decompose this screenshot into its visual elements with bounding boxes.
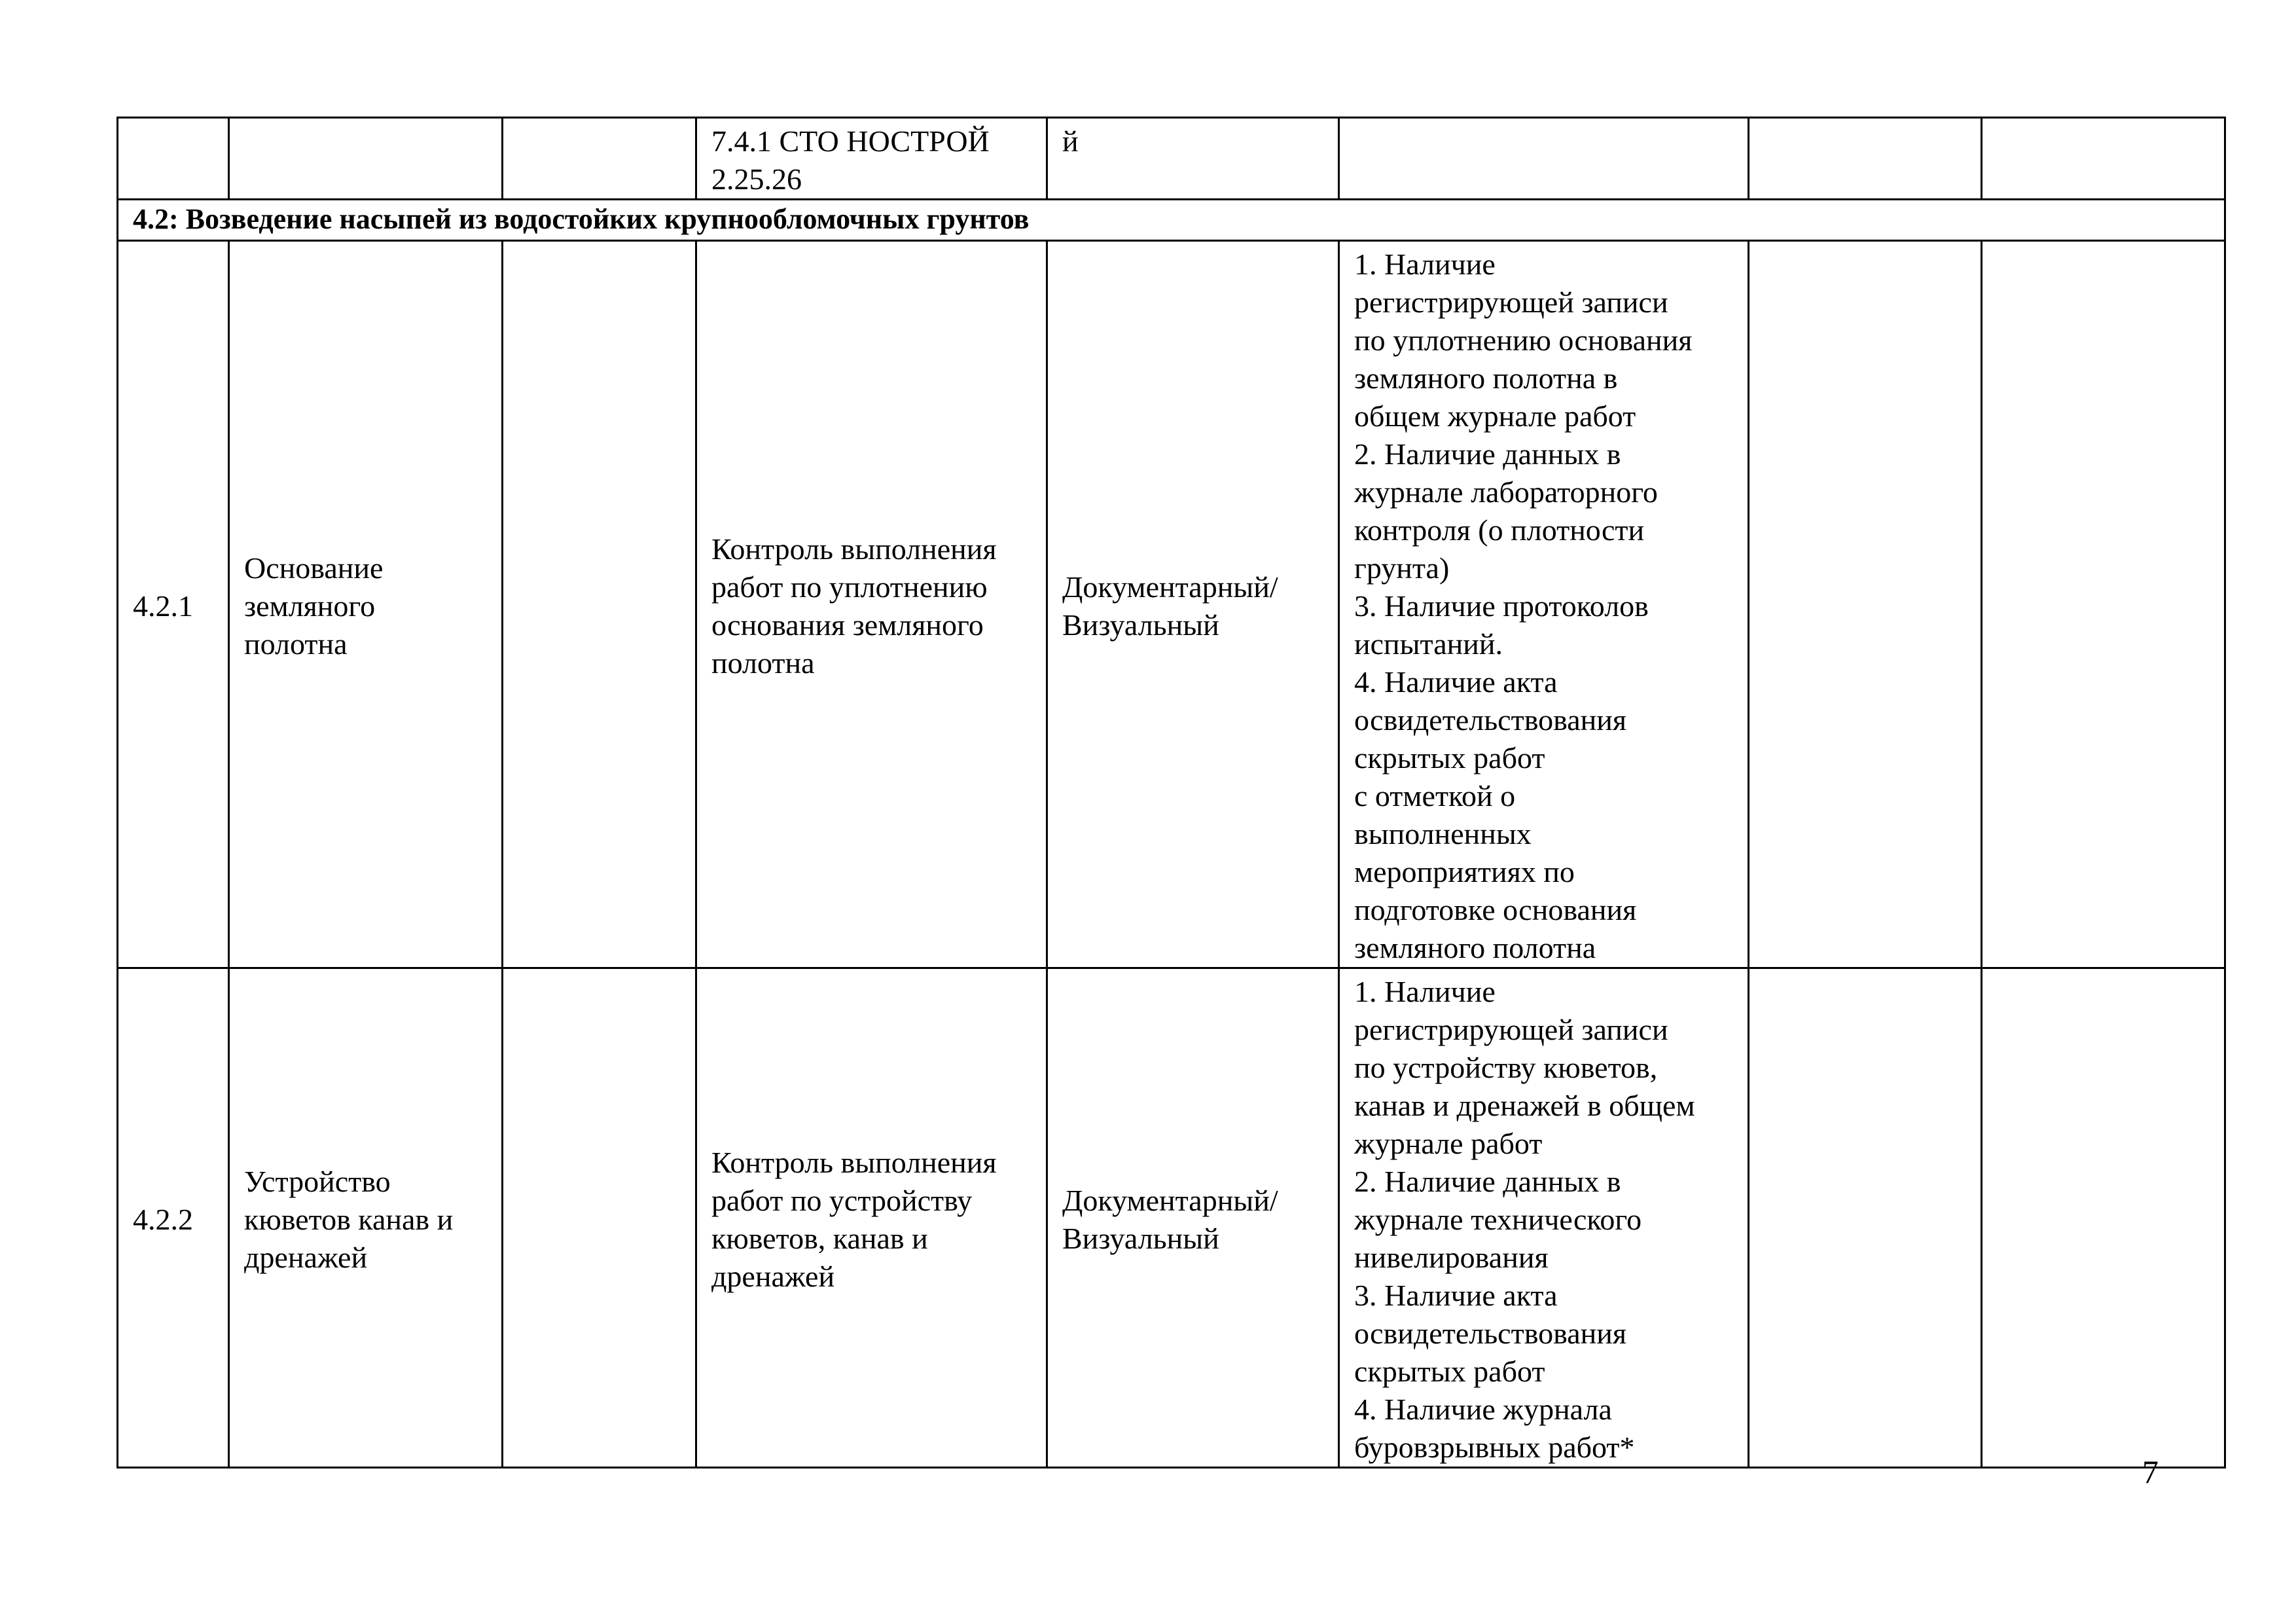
row-number-cell — [118, 118, 229, 200]
table-row — [118, 118, 2225, 200]
empty-cell — [503, 968, 696, 1468]
table-row — [118, 968, 2225, 1468]
object-cell — [229, 118, 503, 200]
empty-cell — [1749, 241, 1982, 968]
row-number-cell: 4.2.2 — [118, 968, 229, 1468]
method-cell: й — [1047, 118, 1339, 200]
criteria-cell: 1. Наличие регистрирующей записи по устройству кюветов, канав и дренажей в общем журнале работ 2. Наличие данных в журнале технического нивелирования 3. Наличие акта освидетельствования скрытых работ 4. Наличие журнала буровзрывных работ* — [1339, 968, 1749, 1468]
requirements-table — [117, 117, 2226, 1468]
row-number-cell: 4.2.1 — [118, 241, 229, 968]
control-cell: Контроль выполнения работ по уплотнению основания земляного полотна — [696, 241, 1047, 968]
criteria-cell: 1. Наличие регистрирующей записи по уплотнению основания земляного полотна в общем журнале работ 2. Наличие данных в журнале лабораторного контроля (о плотности грунта) 3. Наличие протоколов испытаний. 4. Наличие акта освидетельствования скрытых работ с отметкой о выполненных мероприятиях по подготовке основания земляного полотна — [1339, 241, 1749, 968]
empty-cell — [503, 241, 696, 968]
empty-cell — [1749, 968, 1982, 1468]
criteria-cell — [1339, 118, 1749, 200]
method-cell: Документарный/ Визуальный — [1047, 241, 1339, 968]
section-heading: 4.2: Возведение насыпей из водостойких крупнообломочных грунтов — [118, 200, 2225, 241]
control-cell: Контроль выполнения работ по устройству кюветов, канав и дренажей — [696, 968, 1047, 1468]
page-number: 7 — [2142, 1453, 2159, 1490]
table-row — [118, 241, 2225, 968]
empty-cell — [1749, 118, 1982, 200]
empty-cell — [1982, 118, 2225, 200]
control-cell: 7.4.1 СТО НОСТРОЙ 2.25.26 — [696, 118, 1047, 200]
empty-cell — [1982, 241, 2225, 968]
empty-cell — [503, 118, 696, 200]
method-cell: Документарный/ Визуальный — [1047, 968, 1339, 1468]
object-cell: Основание земляного полотна — [229, 241, 503, 968]
section-row — [118, 200, 2225, 241]
object-cell: Устройство кюветов канав и дренажей — [229, 968, 503, 1468]
empty-cell — [1982, 968, 2225, 1468]
